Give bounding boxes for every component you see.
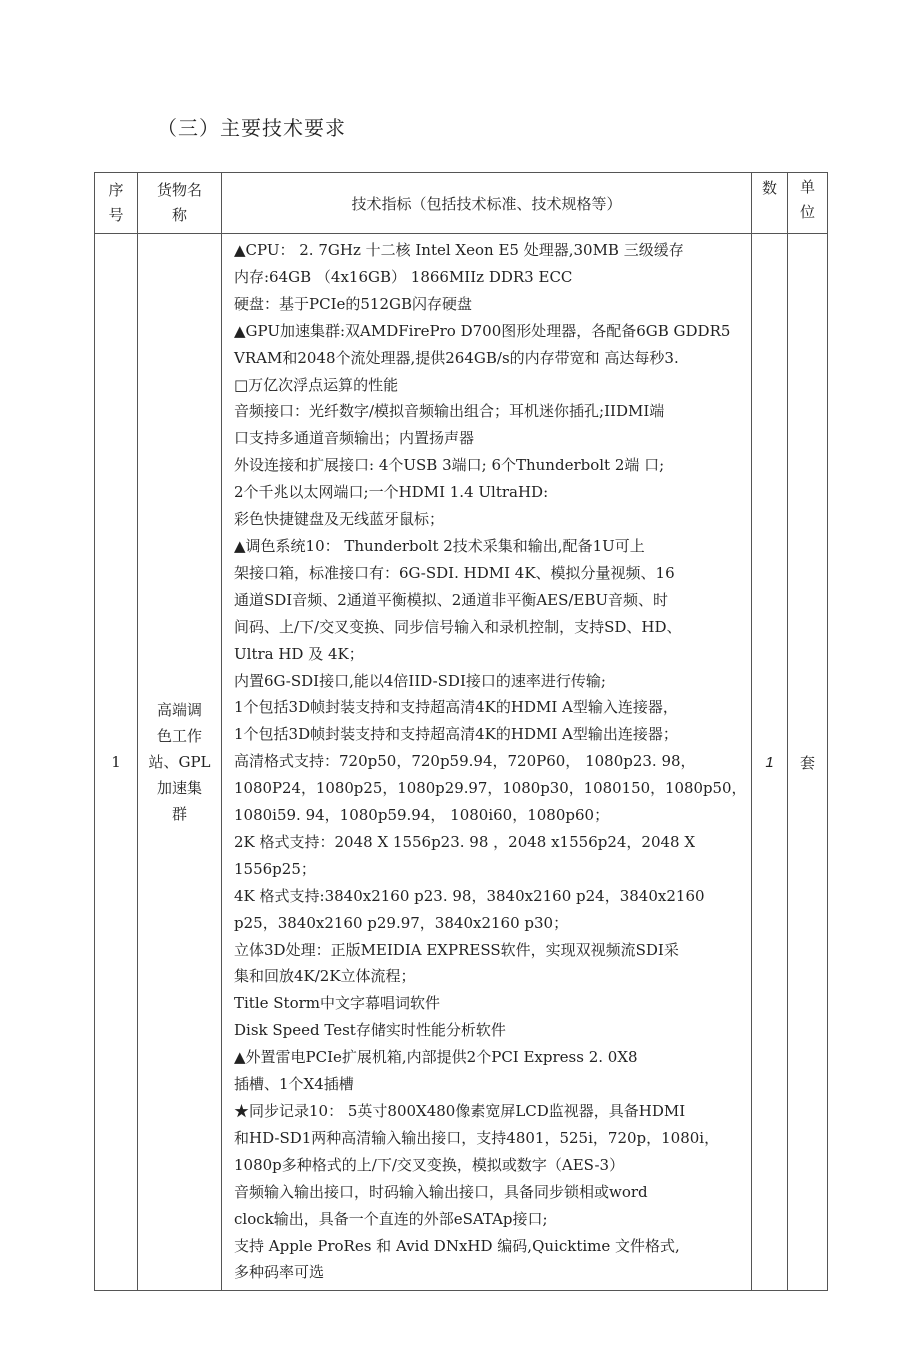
spec-line: 2个千兆以太网端口;一个HDMI 1.4 UltraHD: — [234, 483, 549, 502]
spec-line: 内存:64GB （4x16GB） 1866MIIz DDR3 ECC — [234, 267, 573, 286]
header-goods-name — [138, 173, 222, 234]
header-unit — [788, 173, 828, 234]
header-goods-name-line: 货物名 — [156, 181, 202, 199]
cell-serial-no: 1 — [95, 234, 138, 1291]
spec-line: ▲调色系统10： Thunderbolt 2技术采集和输出,配备1U可上 — [234, 536, 645, 555]
spec-line: 1080i59. 94，1080p59.94， 1080i60，1080p60； — [234, 806, 610, 825]
cell-technical-spec — [222, 234, 752, 1291]
spec-line: Ultra HD 及 4K； — [234, 644, 364, 663]
spec-line: 4K 格式支持:3840x2160 p23. 98，3840x2160 p24，3840x2160 — [234, 886, 705, 905]
spec-line: 高清格式支持：720p50，720p59.94，720P60， 1080p23. 98， — [234, 752, 696, 771]
spec-line: VRAM和2048个流处理器,提供264GB/s的内存带宽和 高达每秒3. — [234, 348, 679, 367]
header-serial-no-line: 号 — [108, 206, 124, 224]
section-title: （三）主要技术要求 — [157, 116, 346, 140]
spec-line: 多种码率可选 — [234, 1263, 325, 1282]
goods-name-line: 色工作 — [156, 727, 202, 746]
header-technical-spec: 技术指标（包括技术标准、技术规格等） — [222, 173, 752, 234]
header-unit-line: 单 — [799, 178, 815, 196]
goods-name-line: 加速集 — [156, 779, 202, 798]
spec-line: 1556p25； — [234, 859, 316, 878]
spec-line: 集和回放4K/2K立体流程； — [234, 967, 416, 986]
spec-line: 1080P24，1080p25，1080p29.97，1080p30，1080150，1080p50， — [234, 779, 747, 798]
spec-line: 音频输入输出接口，时码输入输出接口，具备同步锁相或word — [234, 1182, 648, 1201]
cell-unit: 套 — [788, 234, 828, 1291]
spec-line: ▲CPU： 2. 7GHz 十二核 Intel Xeon E5 处理器,30MB 三级缓存 — [234, 241, 684, 259]
spec-line: 内置6G-SDI接口,能以4倍IID-SDI接口的速率进行传输; — [234, 671, 606, 690]
goods-name-line: 群 — [171, 805, 187, 824]
spec-line: ▲外置雷电PCIe扩展机箱,内部提供2个PCI Express 2. 0X8 — [234, 1048, 638, 1067]
spec-line: ★同步记录10： 5英寸800X480像素宽屏LCD监视器，具备HDMI — [234, 1102, 686, 1120]
spec-line: □万亿次浮点运算的性能 — [234, 375, 399, 394]
spec-line: 外设连接和扩展接口: 4个USB 3端口; 6个Thunderbolt 2端 口; — [234, 456, 665, 475]
spec-line: 1080p多种格式的上/下/交叉变换，模拟或数字（AES-3） — [234, 1155, 625, 1174]
spec-line: Title Storm中文字幕唱词软件 — [234, 994, 441, 1013]
table-row — [95, 234, 828, 1291]
spec-line: 和HD-SD1两种高清输入输出接口，支持4801，525i，720p，1080i， — [234, 1128, 720, 1147]
spec-line: Disk Speed Test存储实时性能分析软件 — [234, 1021, 506, 1040]
spec-line: p25，3840x2160 p29.97，3840x2160 p30； — [234, 913, 569, 932]
spec-line: 硬盘：基于PCIe的512GB闪存硬盘 — [234, 294, 473, 313]
cell-goods-name — [138, 234, 222, 1291]
spec-line: 支持 Apple ProRes 和 Avid DNxHD 编码,Quicktime 文件格式, — [234, 1236, 680, 1255]
cell-quantity: 1 — [752, 234, 788, 1291]
goods-name-line: 高端调 — [156, 701, 202, 720]
spec-line: 通道SDI音频、2通道平衡模拟、2通道非平衡AES/EBU音频、时 — [234, 590, 669, 609]
technical-requirements-table — [94, 172, 828, 1291]
header-goods-name-line: 称 — [171, 206, 187, 224]
header-quantity: 数 — [752, 173, 788, 234]
header-serial-no-line: 序 — [108, 181, 124, 199]
spec-line: 2K 格式支持：2048 X 1556p23. 98 ，2048 x1556p24，2048 X — [234, 832, 696, 851]
spec-line: 插槽、1个X4插槽 — [234, 1075, 354, 1094]
spec-line: 口支持多通道音频输出；内置扬声器 — [234, 429, 475, 448]
header-unit-line: 位 — [799, 203, 815, 221]
spec-line: 彩色快捷键盘及无线蓝牙鼠标； — [234, 510, 445, 529]
spec-line: ▲GPU加速集群:双AMDFirePro D700图形处理器，各配备6GB GDDR5 — [234, 321, 731, 340]
spec-line: 间码、上/下/交叉变换、同步信号输入和录机控制，支持SD、HD、 — [234, 617, 682, 636]
spec-line: 音频接口：光纤数字/模拟音频输出组合；耳机迷你插孔;IIDMI端 — [234, 402, 665, 421]
spec-line: 1个包括3D帧封装支持和支持超高清4K的HDMI A型输出连接器； — [234, 725, 678, 744]
table-header-row — [95, 173, 828, 234]
spec-line: 1个包括3D帧封装支持和支持超高清4K的HDMI A型输入连接器， — [234, 698, 678, 717]
goods-name-line: 站、GPL — [148, 753, 211, 772]
header-serial-no — [95, 173, 138, 234]
spec-line: clock输出，具备一个直连的外部eSATAp接口; — [234, 1209, 548, 1228]
spec-line: 立体3D处理：正版MEIDIA EXPRESS软件，实现双视频流SDI采 — [234, 940, 679, 959]
spec-line: 架接口箱，标准接口有：6G-SDI. HDMI 4K、模拟分量视频、16 — [234, 563, 675, 582]
